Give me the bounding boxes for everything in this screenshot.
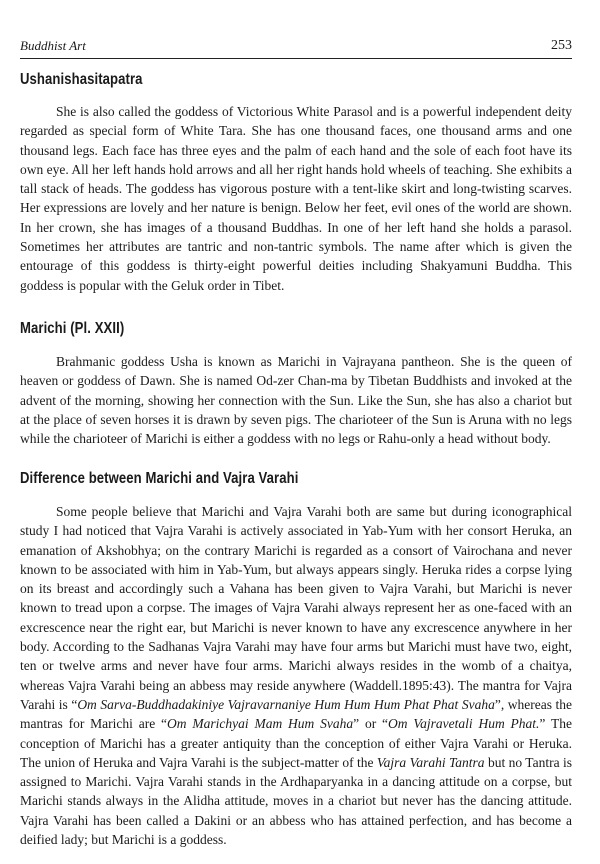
- tantra-title: Vajra Varahi Tantra: [376, 754, 485, 770]
- page-number: 253: [551, 38, 572, 53]
- mantra-marichi-2: Om Vajravetali Hum Phat.: [388, 716, 540, 732]
- section-heading-difference: Difference between Marichi and Vajra Varahi: [20, 470, 299, 487]
- paragraph-text: ” The conception of Marichi has a greater antiquity than the conception of either Vajra Varahi or Heruka. The union of Heruka and Vajra Varahi is the subject-matter of the: [20, 716, 572, 770]
- running-head: [20, 38, 572, 58]
- mantra-vajra-varahi: Om Sarva-Buddhadakiniye Vajravarnaniye Hum Hum Hum Phat Phat Svaha: [77, 696, 495, 712]
- paragraph-text: Some people believe that Marichi and Vajra Varahi both are same but during iconographical study I had noticed that Vajra Varahi is actively associated in Yab-Yum with her consort Heruka, an emanation of Akshobhya; on the contrary Marichi is regarded as a consort of Vairochana and never known to be associated with him in Yab-Yum, but always appears singly. Heruka rides a corpse lying on its breast and accordingly such a Vahana has been given to Vajra Varahi, but Marichi is never known to tread upon a corpse. The images of Vajra Varahi always represent her as one-faced with an excrescence near the right ear, but Marichi is never known to have any excrescence anywhere in her body. According to the Sadhanas Vajra Varahi may have four arms but Marichi must have two, eight, ten or twelve arms and never have four arms. Marichi always resides in the womb of a chaitya, whereas Vajra Varahi being an abbess may reside anywhere (Waddell.1895:43). The mantra for Vajra Varahi is “: [20, 504, 572, 712]
- section-heading-marichi: Marichi (Pl. XXII): [20, 320, 125, 337]
- paragraph-text: ” or “: [353, 716, 389, 732]
- mantra-marichi-1: Om Marichyai Mam Hum Svaha: [167, 716, 354, 732]
- running-head-title: Buddhist Art: [20, 38, 86, 53]
- paragraph-text: but no Tantra is assigned to Marichi. Vajra Varahi stands in the Ardhaparyanka in a dancing attitude on a corpse, but Marichi stands always in the Alidha attitude, moves in a chariot but never has the dancing attitude. Vajra Varahi has been called a Dakini or an abbess who has attained perfection, and has become a deified lady; but Marichi is a goddess.: [20, 754, 572, 848]
- paragraph-text: ”, whereas the mantras for Marichi are “: [20, 696, 572, 732]
- section-heading-ushanishasitapatra: Ushanishasitapatra: [20, 71, 143, 88]
- paragraph-ushanishasitapatra: She is also called the goddess of Victorious White Parasol and is a powerful independent deity regarded as special form of White Tara. She has one thousand faces, one thousand arms and one thousand legs. Each face has three eyes and the palm of each hand and the sole of each foot have its own eye. All her left hands hold arrows and all her right hands hold wheels of teaching. She exhibits a tall stack of heads. The goddess has vigorous posture with a tent-like skirt and long-twisting scarves. Her expressions are lovely and her nature is benign. Below her feet, evil ones of the world are shown. In her crown, she has images of a thousand Buddhas. In one of her left hand she holds a parasol. Sometimes her attributes are tantric and non-tantric symbols. The name after which is given the entourage of this goddess is thirty-eight powerful deities including Shakyamuni Buddha. This goddess is popular with the Geluk order in Tibet.: [20, 104, 572, 293]
- paragraph-marichi: Brahmanic goddess Usha is known as Marichi in Vajrayana pantheon. She is the queen of heaven or goddess of Dawn. She is named Od-zer Chan-ma by Tibetan Buddhists and invoked at the advent of the morning, showing her connection with the Sun. Like the Sun, she has also a chariot but at the place of seven horses it is drawn by seven pigs. The charioteer of the Sun is Aruna with no legs while the charioteer of Marichi is either a goddess with no legs or Rahu-only a head without body.: [20, 354, 572, 447]
- paragraph-difference: [20, 502, 572, 849]
- header-rule: [20, 58, 572, 59]
